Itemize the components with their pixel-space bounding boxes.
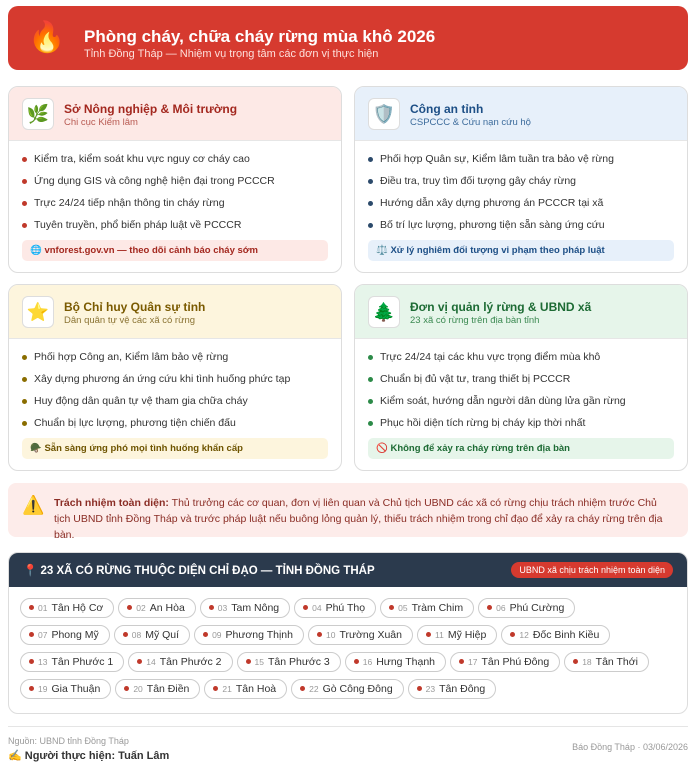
author-text: ✍️ Người thực hiện: Tuấn Lâm — [8, 750, 170, 762]
commune-chip — [200, 598, 290, 618]
commune-number: 01 — [38, 603, 48, 613]
commune-number: 04 — [312, 603, 322, 613]
commune-chip — [501, 625, 610, 645]
bullet-dot-icon — [573, 659, 578, 664]
unit-card-agriculture — [8, 86, 342, 273]
list-item: Kiểm soát, hướng dẫn người dân dùng lửa gần rừng — [368, 393, 677, 415]
bullet-dot-icon — [510, 632, 515, 637]
star-icon: ⭐ — [22, 296, 54, 328]
bullet-dot-icon — [300, 686, 305, 691]
commune-name: Tân Thới — [595, 656, 638, 668]
commune-number: 11 — [435, 630, 444, 640]
commune-name: Tân Hoà — [235, 683, 277, 695]
commune-name: Tân Phước 1 — [51, 656, 114, 668]
commune-number: 13 — [38, 657, 48, 667]
card-subtitle: 23 xã có rừng trên địa bàn tỉnh — [410, 315, 540, 326]
list-item: Phối hợp Quân sự, Kiểm lâm tuần tra bảo vệ rừng — [368, 151, 677, 173]
card-title: Bộ Chỉ huy Quân sự tỉnh — [64, 300, 206, 314]
commune-chip — [115, 679, 200, 699]
commune-number: 17 — [468, 657, 478, 667]
commune-chip — [417, 625, 497, 645]
card-note: 🪖 Sẵn sàng ứng phó mọi tình huống khẩn cấp — [22, 438, 328, 459]
commune-name: Mỹ Quí — [145, 629, 180, 641]
unit-card-forest-management — [354, 284, 688, 471]
card-subtitle: Dân quân tự vệ các xã có rừng — [64, 315, 196, 326]
commune-chip — [345, 652, 446, 672]
commune-number: 05 — [398, 603, 408, 613]
list-item: Kiểm tra, kiểm soát khu vực nguy cơ cháy cao — [22, 151, 331, 173]
commune-chip — [478, 598, 575, 618]
commune-number: 18 — [582, 657, 592, 667]
list-item: Chuẩn bị lực lượng, phương tiện chiến đấu — [22, 415, 331, 437]
bullet-dot-icon — [29, 686, 34, 691]
bullet-dot-icon — [487, 605, 492, 610]
commune-chip — [204, 679, 287, 699]
unit-card-police — [354, 86, 688, 273]
commune-chip — [294, 598, 376, 618]
commune-chip — [450, 652, 560, 672]
card-subtitle: CSPCCC & Cứu nạn cứu hộ — [410, 117, 531, 128]
footer — [8, 726, 688, 762]
fire-icon: 🔥 — [28, 21, 66, 54]
commune-chip — [308, 625, 413, 645]
source-text: Nguồn: UBND tỉnh Đồng Tháp — [8, 736, 129, 746]
commune-chip — [114, 625, 190, 645]
commune-name: Trường Xuân — [339, 629, 402, 641]
header-banner — [8, 6, 688, 70]
card-note: 🌐 vnforest.gov.vn — theo dõi cảnh báo cháy sớm — [22, 240, 328, 261]
list-item: Bố trí lực lượng, phương tiện sẵn sàng ứng cứu — [368, 217, 677, 239]
commune-name: Phong Mỹ — [51, 629, 99, 641]
page-subtitle: Tỉnh Đồng Tháp — Nhiệm vụ trọng tâm các đơn vị thực hiện — [84, 48, 379, 60]
bullet-dot-icon — [417, 686, 422, 691]
commune-chip — [291, 679, 404, 699]
commune-number: 06 — [496, 603, 506, 613]
commune-number: 14 — [146, 657, 156, 667]
communes-panel — [8, 552, 688, 714]
bullet-dot-icon — [137, 659, 142, 664]
commune-chip — [564, 652, 649, 672]
commune-number: 21 — [222, 684, 232, 694]
commune-number: 08 — [131, 630, 142, 640]
responsibility-text — [54, 495, 674, 543]
list-item: Trực 24/24 tiếp nhận thông tin cháy rừng — [22, 195, 331, 217]
card-subtitle: Chi cục Kiểm lâm — [64, 117, 138, 128]
leaf-icon: 🌿 — [22, 98, 54, 130]
list-item: Tuyên truyền, phổ biến pháp luật về PCCCR — [22, 217, 331, 239]
commune-name: Tân Điền — [146, 683, 190, 695]
commune-chip — [20, 679, 111, 699]
commune-number: 23 — [425, 684, 436, 694]
commune-name: Phú Cường — [509, 602, 565, 614]
bullet-dot-icon — [203, 632, 208, 637]
commune-name: Tam Nông — [231, 602, 280, 614]
bullet-dot-icon — [123, 632, 128, 637]
commune-number: 15 — [254, 657, 264, 667]
list-item: Xây dựng phương án ứng cứu khi tình huống phức tạp — [22, 371, 331, 393]
bullet-dot-icon — [246, 659, 251, 664]
bullet-dot-icon — [354, 659, 359, 664]
commune-name: Phương Thịnh — [225, 629, 293, 641]
commune-name: Phú Thọ — [325, 602, 366, 614]
responsibility-box — [8, 483, 688, 541]
responsibility-label: Trách nhiệm toàn diện: — [54, 497, 169, 509]
list-item: Phối hợp Công an, Kiểm lâm bảo vệ rừng — [22, 349, 331, 371]
commune-chip — [128, 652, 232, 672]
card-note: ⚖️ Xử lý nghiêm đối tượng vi phạm theo pháp luật — [368, 240, 674, 261]
commune-name: Tân Phước 3 — [267, 656, 330, 668]
commune-number: 10 — [325, 630, 336, 640]
card-title: Đơn vị quản lý rừng & UBND xã — [410, 300, 592, 314]
list-item: Ứng dụng GIS và công nghệ hiện đại trong PCCCR — [22, 173, 331, 195]
commune-number: 09 — [212, 630, 222, 640]
card-title: Công an tỉnh — [410, 102, 484, 116]
unit-card-military — [8, 284, 342, 471]
list-item: Chuẩn bị đủ vật tư, trang thiết bị PCCCR — [368, 371, 677, 393]
bullet-dot-icon — [124, 686, 129, 691]
commune-name: Tân Hộ Cơ — [51, 602, 104, 614]
list-item: Phục hồi diện tích rừng bị cháy kịp thời nhất — [368, 415, 677, 437]
bullet-dot-icon — [459, 659, 464, 664]
commune-number: 19 — [38, 684, 48, 694]
commune-chip — [118, 598, 196, 618]
list-item: Trực 24/24 tại các khu vực trọng điểm mùa khô — [368, 349, 677, 371]
commune-chip — [20, 598, 114, 618]
shield-icon: 🛡️ — [368, 98, 400, 130]
bullet-dot-icon — [29, 632, 34, 637]
commune-chip — [194, 625, 304, 645]
bullet-dot-icon — [317, 632, 322, 637]
bullet-dot-icon — [213, 686, 218, 691]
communes-title: 📍 23 XÃ CÓ RỪNG THUỘC DIỆN CHỈ ĐẠO — TỈNH ĐỒNG THÁP — [23, 565, 375, 577]
commune-number: 12 — [519, 630, 529, 640]
commune-chip — [380, 598, 474, 618]
commune-name: Đốc Binh Kiều — [532, 629, 600, 641]
commune-number: 02 — [136, 603, 146, 613]
list-item: Điều tra, truy tìm đối tượng gây cháy rừng — [368, 173, 677, 195]
commune-name: Tràm Chim — [411, 602, 464, 614]
commune-name: Tân Phú Đông — [481, 656, 550, 668]
warning-icon: ⚠️ — [22, 495, 45, 515]
commune-chip — [20, 625, 110, 645]
bullet-dot-icon — [29, 659, 34, 664]
communes-badge: UBND xã chịu trách nhiệm toàn diện — [511, 562, 673, 578]
commune-number: 03 — [217, 603, 228, 613]
bullet-dot-icon — [209, 605, 214, 610]
bullet-dot-icon — [127, 605, 132, 610]
publisher-text: Báo Đồng Tháp · 03/06/2026 — [572, 742, 688, 752]
commune-chip — [20, 652, 124, 672]
commune-chip — [408, 679, 497, 699]
commune-name: Gò Công Đông — [322, 683, 393, 695]
commune-chip — [237, 652, 341, 672]
commune-name: Hưng Thạnh — [376, 656, 436, 668]
commune-number: 16 — [362, 657, 373, 667]
page-title: Phòng cháy, chữa cháy rừng mùa khô 2026 — [84, 27, 436, 46]
commune-name: Gia Thuận — [51, 683, 101, 695]
bullet-dot-icon — [29, 605, 34, 610]
commune-name: Tân Phước 2 — [159, 656, 222, 668]
commune-number: 20 — [133, 684, 143, 694]
commune-list — [20, 598, 680, 706]
commune-name: Tân Đông — [439, 683, 486, 695]
bullet-dot-icon — [426, 632, 431, 637]
responsibility-body: Thủ trưởng các cơ quan, đơn vị liên quan và Chủ tịch UBND các xã có rừng chịu trách nhiệm trước Chủ tịch UBND tỉnh Đồng Tháp và trước pháp luật nếu buông lỏng quản lý, thiếu trách nhiệm trong chỉ đạo để xảy ra cháy rừng trên địa bàn. — [54, 497, 663, 541]
card-note: 🚫 Không để xảy ra cháy rừng trên địa bàn — [368, 438, 674, 459]
list-item: Hướng dẫn xây dựng phương án PCCCR tại xã — [368, 195, 677, 217]
bullet-dot-icon — [389, 605, 394, 610]
tree-icon: 🌲 — [368, 296, 400, 328]
commune-number: 07 — [38, 630, 48, 640]
bullet-dot-icon — [303, 605, 308, 610]
list-item: Huy động dân quân tự vệ tham gia chữa cháy — [22, 393, 331, 415]
commune-name: Mỹ Hiệp — [447, 629, 487, 641]
commune-number: 22 — [309, 684, 319, 694]
commune-name: An Hòa — [149, 602, 185, 614]
card-title: Sở Nông nghiệp & Môi trường — [64, 102, 238, 116]
